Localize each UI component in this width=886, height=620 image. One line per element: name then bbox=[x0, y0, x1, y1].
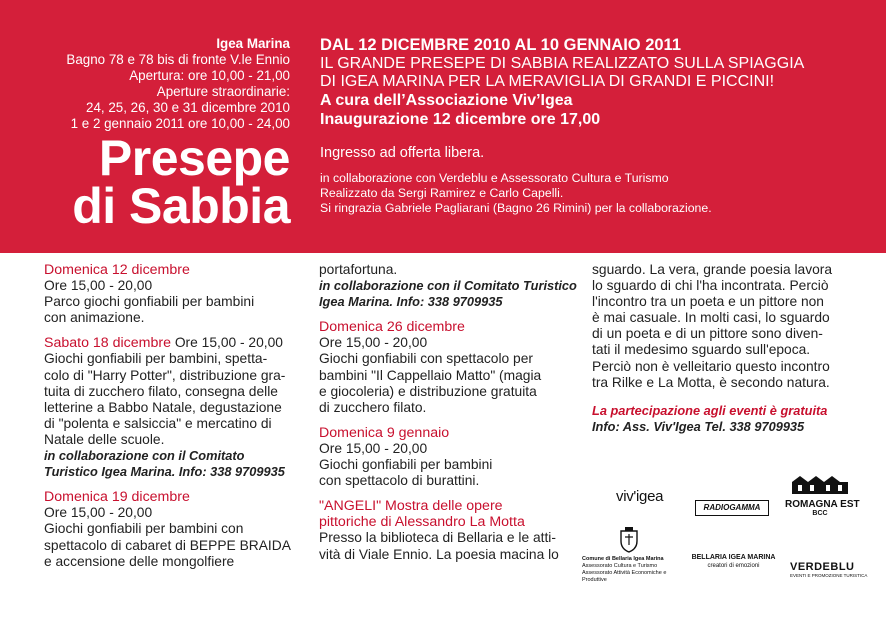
contact-info: Info: Ass. Viv'Igea Tel. 338 9709935 bbox=[592, 418, 805, 434]
credit-line: in collaborazione con Verdeblu e Assessorato Cultura e Turismo bbox=[320, 171, 669, 185]
event-line: Ore 15,00 - 20,00 bbox=[44, 505, 153, 521]
comune-logo bbox=[582, 527, 692, 584]
event-item bbox=[319, 319, 571, 416]
radiogamma-logo bbox=[695, 500, 769, 516]
inauguration: Inaugurazione 12 dicembre ore 17,00 bbox=[320, 111, 601, 128]
event-line: con spettacolo di burattini. bbox=[319, 473, 480, 489]
event-title: pittoriche di Alessandro La Motta bbox=[319, 514, 525, 531]
verdeblu-name: VERDEBLU bbox=[790, 561, 855, 573]
location-line: Bagno 78 e 78 bis di fronte V.le Ennio bbox=[66, 52, 290, 67]
title-line: di Sabbia bbox=[72, 178, 290, 234]
radiogamma-logo-text: RADIOGAMMA bbox=[703, 503, 761, 512]
event-date: Domenica 12 dicembre bbox=[44, 262, 190, 278]
location-info bbox=[66, 36, 290, 132]
event-date: Domenica 19 dicembre bbox=[44, 489, 190, 506]
event-note: in collaborazione con il Comitato bbox=[44, 448, 245, 464]
event-note: Igea Marina. Info: 338 9709935 bbox=[319, 294, 503, 310]
event-item bbox=[44, 262, 306, 326]
bcc-label: BCC bbox=[812, 510, 828, 517]
event-line: bambini "Il Cappellaio Matto" (magia bbox=[319, 367, 542, 383]
romagna-est-name: ROMAGNA EST bbox=[785, 499, 860, 510]
event-description: IL GRANDE PRESEPE DI SABBIA REALIZZATO SULLA SPIAGGIA bbox=[320, 55, 805, 72]
vivigea-logo-text: viv'igea bbox=[616, 488, 664, 505]
bellaria-name: BELLARIA IGEA MARINA bbox=[691, 554, 776, 561]
vivigea-logo bbox=[616, 488, 663, 505]
event-note: Turistico Igea Marina. Info: 338 9709935 bbox=[44, 464, 285, 480]
bellaria-logo bbox=[686, 553, 781, 571]
comune-line: Comune di Bellaria Igea Marina bbox=[582, 556, 664, 562]
location-line: Aperture straordinarie: bbox=[156, 84, 290, 99]
event-line: con animazione. bbox=[44, 310, 145, 326]
credit-line: Si ringrazia Gabriele Pagliarani (Bagno 26 Rimini) per la collaborazione. bbox=[320, 201, 712, 215]
verdeblu-subtitle: EVENTI E PROMOZIONE TURISTICA bbox=[790, 573, 868, 578]
location-line: 24, 25, 26, 30 e 31 dicembre 2010 bbox=[86, 100, 290, 115]
event-item bbox=[44, 335, 306, 480]
event-line: e giocoleria) e distribuzione gratuita bbox=[319, 383, 537, 399]
comune-line: Assessorato Attività Economiche e Produttive bbox=[582, 570, 667, 583]
text-line: di un poeta e di un pittore sono diven- bbox=[592, 326, 823, 342]
event-line: Giochi gonfiabili per bambini, spetta- bbox=[44, 351, 268, 367]
text-line: tra Rilke e La Motta, è secondo natura. bbox=[592, 374, 830, 390]
text-line: Perciò non è velleitario questo incontro bbox=[592, 358, 830, 374]
event-summary bbox=[320, 36, 875, 216]
event-date: Domenica 9 gennaio bbox=[319, 424, 450, 441]
location-title: Igea Marina bbox=[216, 36, 290, 51]
event-note: in collaborazione con il Comitato Turistico bbox=[319, 278, 577, 294]
event-date: Sabato 18 dicembre bbox=[44, 335, 171, 352]
event-line: di zucchero filato. bbox=[319, 399, 427, 415]
event-item bbox=[319, 425, 571, 489]
event-line: letterine a Babbo Natale, degustazione bbox=[44, 399, 282, 415]
event-line: Giochi gonfiabili per bambini bbox=[319, 457, 493, 473]
text-line: tati il medesimo sguardo sull'epoca. bbox=[592, 342, 811, 358]
credit-line: Realizzato da Sergi Ramirez e Carlo Capelli. bbox=[320, 186, 564, 200]
curator: A cura dell’Associazione Viv’Igea bbox=[320, 92, 573, 109]
location-line: 1 e 2 gennaio 2011 ore 10,00 - 24,00 bbox=[70, 116, 290, 131]
event-item bbox=[319, 262, 577, 310]
entry-note: Ingresso ad offerta libera. bbox=[320, 145, 485, 161]
crest-icon bbox=[618, 527, 640, 553]
free-participation-note: La partecipazione agli eventi è gratuita bbox=[592, 402, 828, 418]
event-title: "ANGELI" Mostra delle opere bbox=[319, 498, 503, 515]
location-line: Apertura: ore 10,00 - 21,00 bbox=[129, 68, 290, 83]
romagna-est-logo bbox=[785, 476, 860, 517]
event-line: Natale delle scuole. bbox=[44, 431, 165, 447]
event-description: DI IGEA MARINA PER LA MERAVIGLIA DI GRANDI E PICCINI! bbox=[320, 73, 775, 90]
event-line: Ore 15,00 - 20,00 bbox=[44, 278, 153, 294]
event-line: vità di Viale Ennio. La poesia macina lo bbox=[319, 546, 559, 562]
event-line: Ore 15,00 - 20,00 bbox=[319, 335, 428, 351]
event-item bbox=[44, 489, 306, 569]
text-line: l'incontro tra un poeta e un pittore non bbox=[592, 294, 824, 310]
program-column-3 bbox=[592, 262, 854, 435]
event-line: colo di "Harry Potter", distribuzione gra- bbox=[44, 367, 286, 383]
header-banner bbox=[0, 0, 886, 253]
event-line: Ore 15,00 - 20,00 bbox=[319, 440, 428, 456]
event-line: Parco giochi gonfiabili per bambini bbox=[44, 294, 255, 310]
program-column-1 bbox=[44, 262, 306, 579]
event-time: Ore 15,00 - 20,00 bbox=[170, 335, 283, 351]
event-dates: DAL 12 DICEMBRE 2010 AL 10 GENNAIO 2011 bbox=[320, 36, 682, 54]
title-line: Presepe bbox=[98, 130, 290, 186]
event-date: Domenica 26 dicembre bbox=[319, 319, 465, 336]
event-line: spettacolo di cabaret di BEPPE BRAIDA bbox=[44, 537, 291, 553]
event-line: Presso la biblioteca di Bellaria e le atti- bbox=[319, 530, 556, 546]
event-line: e accensione delle mongolfiere bbox=[44, 553, 235, 569]
event-line: di "polenta e salsiccia" e mercatino di bbox=[44, 415, 272, 431]
event-line: Giochi gonfiabili con spettacolo per bbox=[319, 351, 533, 367]
text-line: lo sguardo di chi l'ha incontrata. Perciò bbox=[592, 278, 829, 294]
event-line: tuita di zucchero filato, consegna delle bbox=[44, 383, 278, 399]
text-line: è mai casuale. In molti casi, lo sguardo bbox=[592, 310, 830, 326]
page-title bbox=[72, 130, 290, 234]
text-line: sguardo. La vera, grande poesia lavora bbox=[592, 262, 833, 277]
event-line: portafortuna. bbox=[319, 262, 398, 277]
comune-line: Assessorato Cultura e Turismo bbox=[582, 563, 658, 569]
building-icon bbox=[790, 476, 850, 494]
event-line: Giochi gonfiabili per bambini con bbox=[44, 521, 244, 537]
bellaria-subtitle: creatori di emozioni bbox=[707, 563, 760, 569]
event-item bbox=[319, 498, 571, 562]
verdeblu-logo bbox=[790, 561, 867, 578]
program-column-2 bbox=[319, 262, 577, 572]
